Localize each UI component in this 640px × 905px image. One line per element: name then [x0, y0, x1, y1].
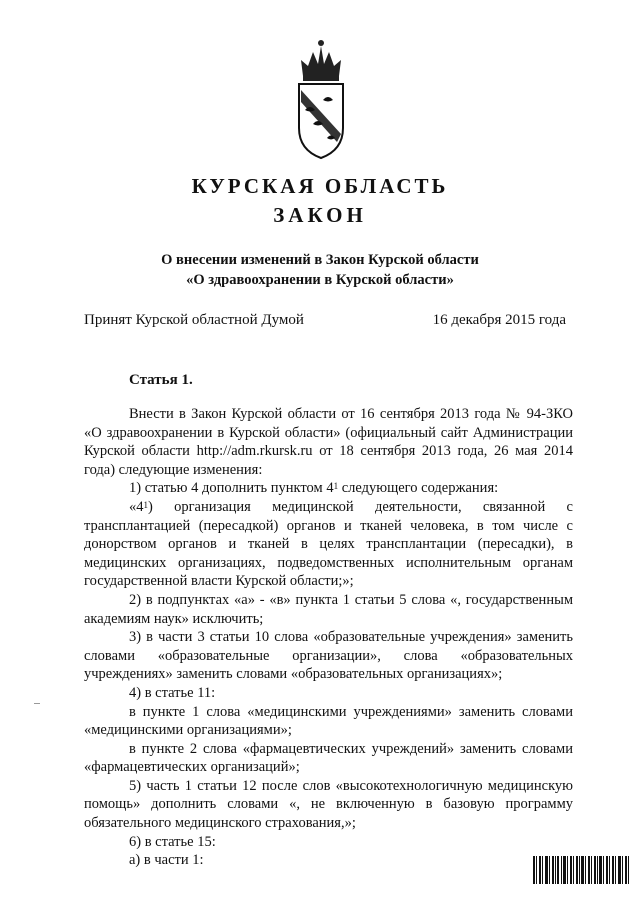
item-6-a: а) в части 1: [129, 852, 204, 869]
kursk-coat-of-arms-icon [293, 38, 349, 160]
law-subject-line-1: О внесении изменений в Закон Курской области [161, 252, 479, 268]
article-body [84, 405, 573, 870]
barcode-icon [533, 856, 629, 884]
item-6: 6) в статье 15: [129, 833, 216, 850]
item-4: 4) в статье 11: [129, 684, 216, 701]
law-subject-line-2: «О здравоохранении в Курской области» [186, 272, 454, 288]
item-1-quote: «$4^1$) организация медицинской деятельности, связанной с трансплантацией (пересадкой) органов и тканей человека, в том числе с донорством органов и тканей в целях трансплантации (пересадки), в медицинских организациях, подведомственных исполнительным органам государственной власти Курской области;»; [84, 498, 573, 590]
item-5: 5) часть 1 статьи 12 после слов «высокотехнологичную медицинскую помощь» дополнить словами «, не включенную в базовую программу обязательного медицинского страхования,»; [84, 777, 573, 832]
region-title: КУРСКАЯ ОБЛАСТЬ [191, 174, 449, 198]
item-4-point-2: в пункте 2 слова «фармацевтических учреждений» заменить словами «фармацевтических организаций»; [84, 740, 573, 776]
adoption-date: 16 декабря 2015 года [432, 312, 566, 328]
item-4-point-1: в пункте 1 слова «медицинскими учреждениями» заменить словами «медицинскими организациями»; [84, 703, 573, 739]
item-1: 1) статью 4 дополнить пунктом $4^1$ следующего содержания: [129, 480, 499, 497]
item-2: 2) в подпунктах «а» - «в» пункта 1 статьи 5 слова «, государственным академиям наук» исключить; [84, 591, 573, 627]
item-3: 3) в части 3 статьи 10 слова «образовательные учреждения» заменить словами «образовательные организации», слова «образовательных учреждениях» заменить словами «образовательных организациях»; [84, 629, 573, 683]
article-intro: Внести в Закон Курской области от 16 сентября 2013 года № 94-ЗКО «О здравоохранении в Курской области» (официальный сайт Администрации Курской области http://adm.rkursk.ru от 18 сентября 2013 года, 26 мая 2014 года) следующие изменения: [84, 406, 573, 478]
document-type-title: ЗАКОН [273, 203, 367, 227]
law-subject [0, 250, 640, 290]
article-heading: Статья 1. [129, 372, 193, 388]
margin-tick [34, 703, 40, 704]
adopted-by: Принят Курской областной Думой [84, 312, 304, 328]
